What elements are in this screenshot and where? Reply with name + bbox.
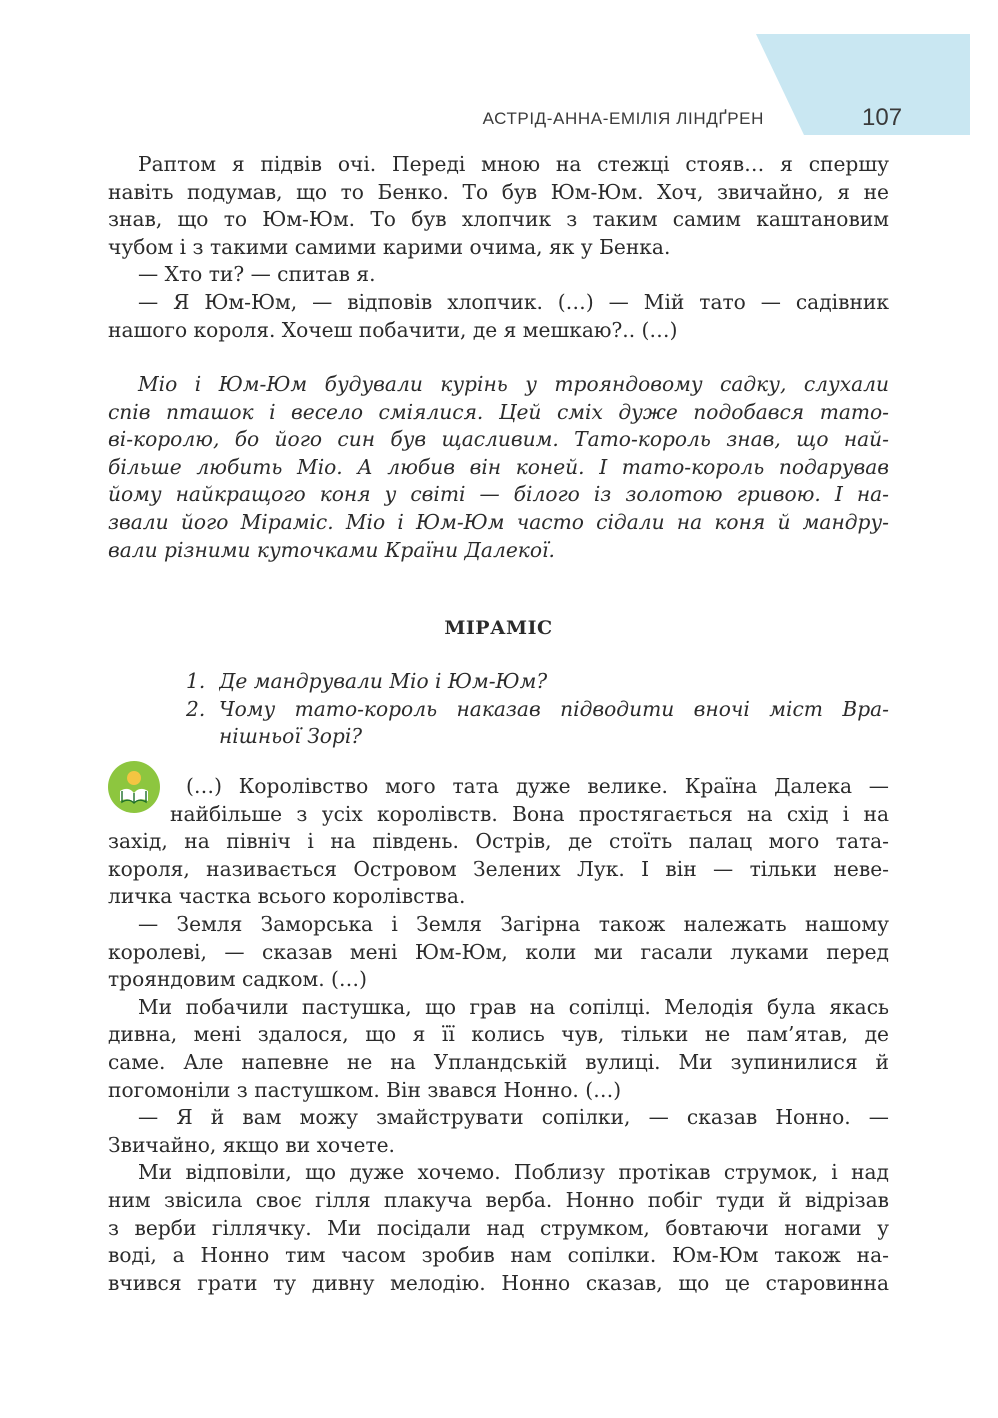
question-item: [186, 668, 889, 696]
text-line: знав, що то Юм-Юм. То був хлопчик з таким самим каштановим: [108, 207, 889, 232]
text-line: чубом і з такими самими карими очима, як у Бенка.: [108, 234, 671, 259]
text-line: Ми побачили пастушка, що грав на сопілці. Мелодія була якась: [138, 994, 889, 1019]
dialogue-line: — Земля Заморська і Земля Загірна також належать нашому: [138, 911, 889, 936]
summary-paragraph: [108, 371, 889, 564]
text-line: саме. Але напевне не на Упландській вулиці. Ми зупинилися й: [108, 1049, 889, 1074]
dialogue-line: — Я Юм-Юм, — відповів хлопчик. (…) — Мій тато — садівник: [138, 289, 889, 314]
question-list: [186, 668, 889, 751]
summary-line: йому найкращого коня у світі — білого із золотою гривою. І на-: [108, 482, 889, 507]
text-line: короля, називається Островом Зелених Лук. І він — тільки неве-: [108, 856, 889, 881]
story-text: [108, 773, 889, 1297]
question-text: Чому тато-король наказав підводити вночі міст Вра-: [219, 696, 889, 721]
question-text: нішньої Зорі?: [219, 724, 363, 749]
summary-line: Міо і Юм-Юм будували курінь у трояндовому садку, слухали: [138, 372, 889, 396]
text-line: погомоніли з пастушком. Він звався Нонно. (…): [108, 1077, 622, 1102]
section-title: МІРАМІС: [444, 617, 553, 639]
summary-line: спів пташок і весело сміялися. Цей сміх дуже подобався тато-: [108, 399, 889, 424]
text-line: Звичайно, якщо ви хочете.: [108, 1132, 395, 1157]
text-line: воді, а Нонно тим часом зробив нам сопілки. Юм-Юм також на-: [108, 1243, 889, 1268]
question-number: 2.: [186, 696, 206, 721]
page-number: 107: [862, 104, 903, 131]
text-line: (…) Королівство мого тата дуже велике. Країна Далека —: [186, 774, 889, 798]
text-line: вчився грати ту дивну мелодію. Нонно сказав, що це старовинна: [108, 1270, 889, 1295]
dialogue-line: — Я й вам можу змайструвати сопілки, — сказав Нонно. —: [138, 1105, 889, 1130]
text-line: королеві, — сказав мені Юм-Юм, коли ми гасали луками перед: [108, 939, 889, 964]
question-text: Де мандрували Міо і Юм-Юм?: [219, 669, 548, 693]
summary-line: ві-королю, бо його син був щасливим. Тато-король знав, що най-: [108, 427, 889, 452]
text-line: Раптом я підвів очі. Переді мною на стежці стояв… я спершу: [138, 152, 889, 176]
text-line: з верби гіллячку. Ми посідали над струмком, бовтаючи ногами у: [108, 1215, 889, 1240]
question-number: 1.: [186, 669, 206, 693]
text-line: ним звісила своє гілля плакуча верба. Нонно побіг туди й відрізав: [108, 1187, 889, 1212]
text-line: захід, на північ і на південь. Острів, де стоїть палац мого тата-: [108, 829, 889, 854]
text-line: личка частка всього королівства.: [108, 884, 466, 909]
question-item: [186, 696, 889, 751]
summary-line: звали його Міраміс. Міо і Юм-Юм часто сідали на коня й мандру-: [108, 509, 889, 534]
dialogue-line: — Хто ти? — спитав я.: [138, 262, 376, 287]
text-line: Ми відповіли, що дуже хочемо. Поблизу протікав струмок, і над: [138, 1160, 889, 1185]
text-line: нашого короля. Хочеш побачити, де я мешкаю?.. (…): [108, 317, 678, 342]
summary-line: вали різними куточками Країни Далекої.: [108, 537, 555, 562]
running-head: АСТРІД-АННА-ЕМІЛІЯ ЛІНДҐРЕН: [482, 109, 764, 128]
text-line: дивна, мені здалося, що я її колись чув, тільки не пам’ятав, де: [108, 1022, 889, 1047]
text-line: найбільше з усіх королівств. Вона простягається на схід і на: [170, 801, 889, 826]
text-line: трояндовим садком. (…): [108, 967, 367, 992]
paragraph-intro: [108, 151, 889, 344]
summary-line: більше любить Міо. А любив він коней. І тато-король подарував: [108, 454, 889, 479]
text-line: навіть подумав, що то Бенко. То був Юм-Юм. Хоч, звичайно, я не: [108, 179, 889, 204]
